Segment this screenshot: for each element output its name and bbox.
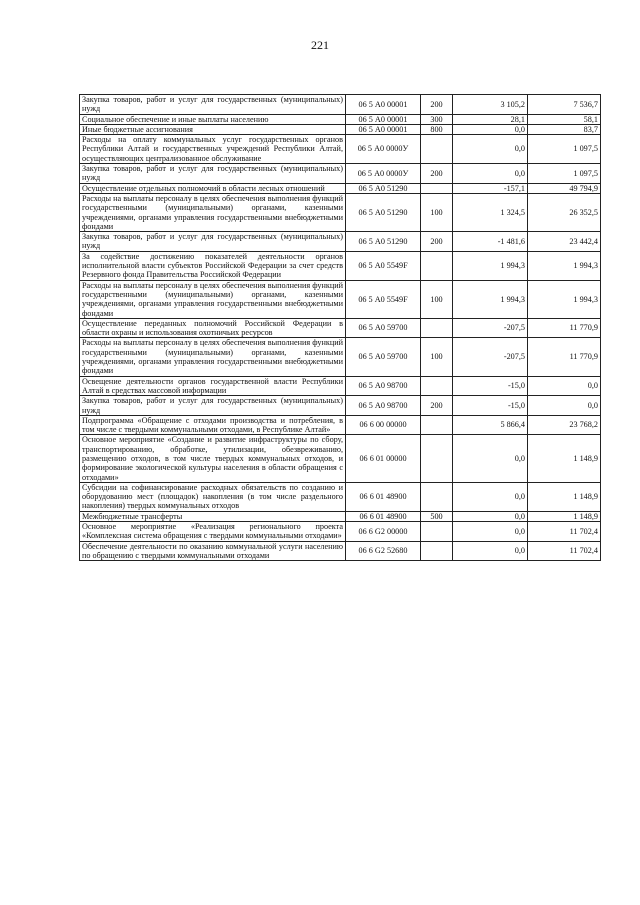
row-amount-change-cell: 0,0 xyxy=(453,511,528,521)
row-code-cell: 06 5 А0 51290 xyxy=(346,183,421,193)
table-row xyxy=(80,114,601,124)
row-amount-change-cell: 1 324,5 xyxy=(453,193,528,231)
row-expense-type-cell xyxy=(421,183,453,193)
row-code-cell: 06 6 00 00000 xyxy=(346,415,421,435)
row-amount-change-cell: 5 866,4 xyxy=(453,415,528,435)
table-row xyxy=(80,396,601,416)
row-code-cell: 06 5 А0 0000У xyxy=(346,164,421,184)
row-name-cell: Социальное обеспечение и иные выплаты населению xyxy=(80,114,346,124)
row-name-cell: Основное мероприятие «Создание и развитие инфраструктуры по сбору, транспортированию, обработке, утилизации, обезвреживанию, размещению отходов, в том числе твердых коммунальных отходов, и формирование экологической культуры населения в области обращения с отходами» xyxy=(80,435,346,482)
row-expense-type-cell xyxy=(421,541,453,561)
row-amount-change-cell: 0,0 xyxy=(453,435,528,482)
row-code-cell: 06 5 А0 0000У xyxy=(346,135,421,164)
row-amount-change-cell: -15,0 xyxy=(453,396,528,416)
row-amount-change-cell: 3 105,2 xyxy=(453,95,528,115)
row-expense-type-cell: 100 xyxy=(421,338,453,376)
table-row xyxy=(80,415,601,435)
row-amount-total-cell: 23 442,4 xyxy=(528,232,601,252)
row-amount-change-cell: -1 481,6 xyxy=(453,232,528,252)
row-name-cell: Закупка товаров, работ и услуг для государственных (муниципальных) нужд xyxy=(80,396,346,416)
row-amount-total-cell: 1 148,9 xyxy=(528,482,601,511)
table-row xyxy=(80,164,601,184)
row-amount-total-cell: 1 994,3 xyxy=(528,280,601,318)
table-row xyxy=(80,183,601,193)
row-amount-change-cell: 0,0 xyxy=(453,135,528,164)
row-code-cell: 06 5 А0 51290 xyxy=(346,193,421,231)
table-row xyxy=(80,280,601,318)
table-row xyxy=(80,522,601,542)
row-amount-total-cell: 0,0 xyxy=(528,376,601,396)
row-name-cell: Подпрограмма «Обращение с отходами производства и потребления, в том числе с твердыми коммунальными отходами, в Республике Алтай» xyxy=(80,415,346,435)
row-amount-total-cell: 11 702,4 xyxy=(528,522,601,542)
row-code-cell: 06 5 А0 5549F xyxy=(346,251,421,280)
row-expense-type-cell xyxy=(421,376,453,396)
row-name-cell: Расходы на выплаты персоналу в целях обеспечения выполнения функций государственными (муниципальными) органами, казенными учреждениями, органами управления государственными внебюджетными фондами xyxy=(80,338,346,376)
row-name-cell: Освещение деятельности органов государственной власти Республики Алтай в средствах массовой информации xyxy=(80,376,346,396)
table-row xyxy=(80,435,601,482)
row-amount-change-cell: 1 994,3 xyxy=(453,280,528,318)
row-code-cell: 06 5 А0 59700 xyxy=(346,338,421,376)
row-name-cell: Расходы на оплату коммунальных услуг государственных органов Республики Алтай и государственных учреждений Республики Алтай, осуществляющих централизованное обслуживание xyxy=(80,135,346,164)
row-expense-type-cell xyxy=(421,415,453,435)
row-name-cell: За содействие достижению показателей деятельности органов исполнительной власти субъектов Российской Федерации за счет средств Резервного фонда Правительства Российской Федерации xyxy=(80,251,346,280)
row-amount-total-cell: 83,7 xyxy=(528,124,601,134)
row-name-cell: Закупка товаров, работ и услуг для государственных (муниципальных) нужд xyxy=(80,95,346,115)
row-code-cell: 06 5 А0 98700 xyxy=(346,376,421,396)
table-row xyxy=(80,251,601,280)
row-amount-total-cell: 1 097,5 xyxy=(528,135,601,164)
row-expense-type-cell xyxy=(421,482,453,511)
row-expense-type-cell: 200 xyxy=(421,95,453,115)
row-expense-type-cell: 200 xyxy=(421,232,453,252)
row-name-cell: Межбюджетные трансферты xyxy=(80,511,346,521)
row-amount-change-cell: 0,0 xyxy=(453,541,528,561)
row-amount-change-cell: -207,5 xyxy=(453,338,528,376)
row-amount-total-cell: 58,1 xyxy=(528,114,601,124)
row-amount-change-cell: 28,1 xyxy=(453,114,528,124)
row-expense-type-cell xyxy=(421,251,453,280)
row-amount-total-cell: 11 702,4 xyxy=(528,541,601,561)
row-amount-total-cell: 7 536,7 xyxy=(528,95,601,115)
row-code-cell: 06 5 А0 00001 xyxy=(346,114,421,124)
row-name-cell: Обеспечение деятельности по оказанию коммунальной услуги населению по обращению с твердыми коммунальными отходами xyxy=(80,541,346,561)
row-amount-change-cell: -15,0 xyxy=(453,376,528,396)
table-row xyxy=(80,124,601,134)
row-expense-type-cell xyxy=(421,135,453,164)
row-expense-type-cell: 500 xyxy=(421,511,453,521)
row-amount-change-cell: -157,1 xyxy=(453,183,528,193)
row-expense-type-cell: 100 xyxy=(421,280,453,318)
row-amount-change-cell: 0,0 xyxy=(453,124,528,134)
row-amount-change-cell: -207,5 xyxy=(453,318,528,338)
row-expense-type-cell: 800 xyxy=(421,124,453,134)
row-amount-change-cell: 0,0 xyxy=(453,482,528,511)
row-code-cell: 06 5 А0 51290 xyxy=(346,232,421,252)
row-code-cell: 06 6 G2 52680 xyxy=(346,541,421,561)
row-code-cell: 06 6 G2 00000 xyxy=(346,522,421,542)
row-code-cell: 06 5 А0 98700 xyxy=(346,396,421,416)
table-row xyxy=(80,338,601,376)
row-expense-type-cell: 300 xyxy=(421,114,453,124)
row-name-cell: Расходы на выплаты персоналу в целях обеспечения выполнения функций государственными (муниципальными) органами, казенными учреждениями, органами управления государственными внебюджетными фондами xyxy=(80,193,346,231)
row-amount-change-cell: 0,0 xyxy=(453,522,528,542)
row-expense-type-cell: 200 xyxy=(421,164,453,184)
row-amount-total-cell: 26 352,5 xyxy=(528,193,601,231)
page-number: 221 xyxy=(311,38,329,52)
table-row xyxy=(80,232,601,252)
table-row xyxy=(80,318,601,338)
row-code-cell: 06 6 01 48900 xyxy=(346,511,421,521)
row-name-cell: Расходы на выплаты персоналу в целях обеспечения выполнения функций государственными (муниципальными) органами, казенными учреждениями, органами управления государственными внебюджетными фондами xyxy=(80,280,346,318)
budget-table-body xyxy=(80,95,601,561)
row-amount-change-cell: 0,0 xyxy=(453,164,528,184)
row-amount-total-cell: 1 148,9 xyxy=(528,435,601,482)
row-name-cell: Закупка товаров, работ и услуг для государственных (муниципальных) нужд xyxy=(80,232,346,252)
row-code-cell: 06 5 А0 5549F xyxy=(346,280,421,318)
table-row xyxy=(80,482,601,511)
table-row xyxy=(80,193,601,231)
row-name-cell: Осуществление отдельных полномочий в области лесных отношений xyxy=(80,183,346,193)
row-expense-type-cell xyxy=(421,318,453,338)
table-row xyxy=(80,95,601,115)
row-amount-total-cell: 1 994,3 xyxy=(528,251,601,280)
row-amount-total-cell: 11 770,9 xyxy=(528,318,601,338)
row-name-cell: Основное мероприятие «Реализация регионального проекта «Комплексная система обращения с твердыми коммунальными отходами» xyxy=(80,522,346,542)
row-name-cell: Осуществление переданных полномочий Российской Федерации в области охраны и использования охотничьих ресурсов xyxy=(80,318,346,338)
table-row xyxy=(80,511,601,521)
row-amount-total-cell: 1 148,9 xyxy=(528,511,601,521)
row-name-cell: Иные бюджетные ассигнования xyxy=(80,124,346,134)
row-code-cell: 06 6 01 00000 xyxy=(346,435,421,482)
row-expense-type-cell xyxy=(421,435,453,482)
table-row xyxy=(80,135,601,164)
row-code-cell: 06 5 А0 59700 xyxy=(346,318,421,338)
row-amount-total-cell: 23 768,2 xyxy=(528,415,601,435)
row-amount-change-cell: 1 994,3 xyxy=(453,251,528,280)
table-row xyxy=(80,376,601,396)
row-name-cell: Субсидии на софинансирование расходных обязательств по созданию и оборудованию мест (площадок) накопления (в том числе раздельного накопления) твердых коммунальных отходов xyxy=(80,482,346,511)
table-row xyxy=(80,541,601,561)
budget-table xyxy=(79,94,601,561)
row-expense-type-cell: 200 xyxy=(421,396,453,416)
row-amount-total-cell: 1 097,5 xyxy=(528,164,601,184)
row-name-cell: Закупка товаров, работ и услуг для государственных (муниципальных) нужд xyxy=(80,164,346,184)
row-amount-total-cell: 11 770,9 xyxy=(528,338,601,376)
row-code-cell: 06 6 01 48900 xyxy=(346,482,421,511)
row-amount-total-cell: 0,0 xyxy=(528,396,601,416)
row-expense-type-cell: 100 xyxy=(421,193,453,231)
row-amount-total-cell: 49 794,9 xyxy=(528,183,601,193)
row-code-cell: 06 5 А0 00001 xyxy=(346,124,421,134)
row-code-cell: 06 5 А0 00001 xyxy=(346,95,421,115)
row-expense-type-cell xyxy=(421,522,453,542)
